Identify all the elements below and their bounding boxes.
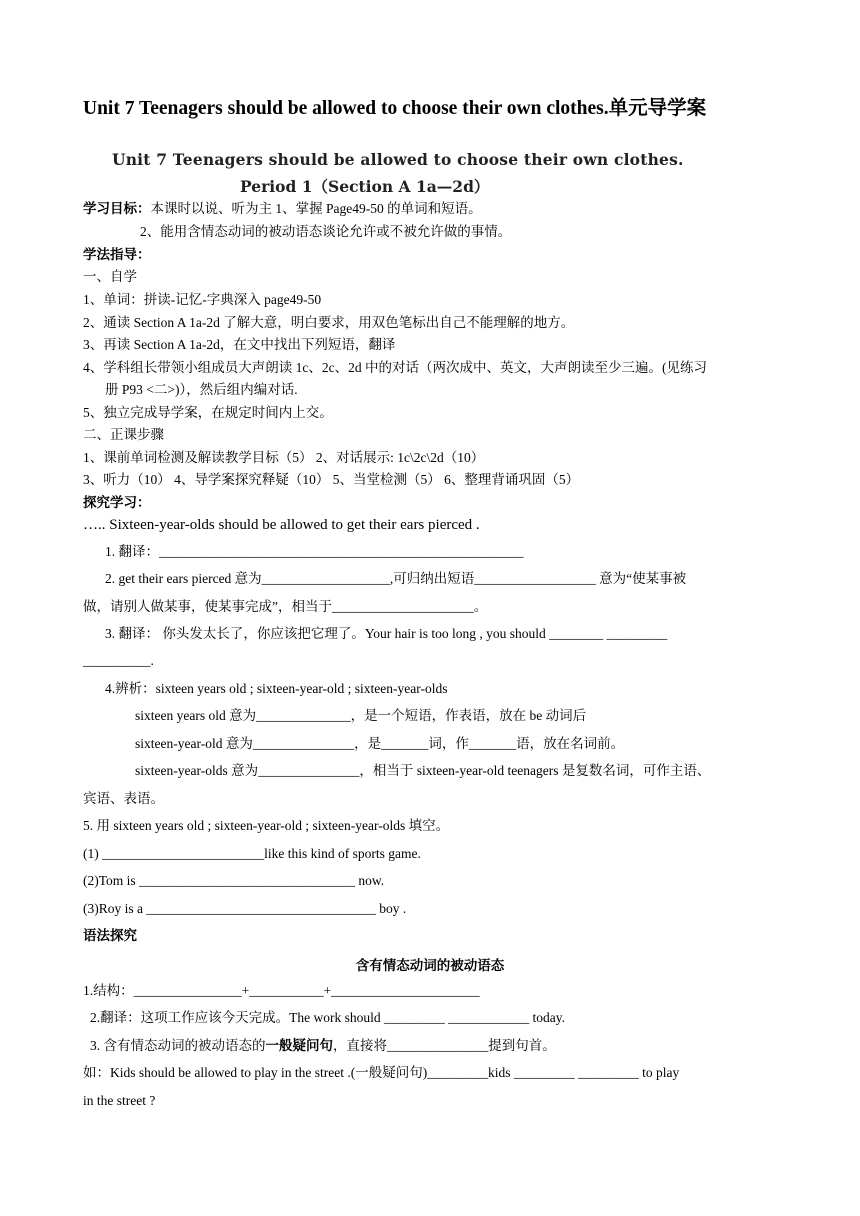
question-4d: 宾语、表语。 (83, 791, 164, 806)
self-study-heading: 一、自学 (83, 269, 137, 284)
goal-label: 学习目标： (83, 201, 151, 216)
self-step-4b: 册 P93 <二>)），然后组内编对话. (105, 382, 298, 397)
key-sentence: ….. Sixteen-year-olds should be allowed to get their ears pierced . (83, 517, 480, 533)
self-step-1: 1、单词：拼读-记忆-字典深入 page49-50 (83, 292, 322, 307)
fill-3: (3)Roy is a __________________________________ boy . (83, 901, 407, 916)
goal-text: 本课时以说、听为主 1、掌握 Page49-50 的单词和短语。 (150, 201, 482, 216)
fill-2: (2)Tom is ________________________________ now. (83, 873, 385, 888)
grammar-2: 2.翻译：这项工作应该今天完成。The work should _________ ____________ today. (90, 1010, 565, 1025)
section-image-period: Period 1（Section A 1a—2d） (240, 177, 490, 196)
explore-label: 探究学习： (83, 495, 151, 510)
grammar-4a: 如：Kids should be allowed to play in the street .(一般疑问句)_________kids _________ _________ to play (83, 1065, 680, 1080)
lesson-steps-2: 3、听力（10） 4、导学案探究释疑（10） 5、当堂检测（5） 6、整理背诵巩固（5） (83, 472, 580, 487)
question-4b: sixteen-year-old 意为_______________，是_______词，作_______语，放在名词前。 (135, 736, 625, 751)
question-3b: __________. (83, 653, 154, 668)
question-4c: sixteen-year-olds 意为_______________，相当于 sixteen-year-old teenagers 是复数名词，可作主语、 (135, 763, 711, 778)
grammar-3 (90, 1037, 556, 1055)
self-step-2: 2、通读 Section A 1a-2d 了解大意，明白要求，用双色笔标出自己不能理解的地方。 (83, 315, 575, 330)
self-step-5: 5、独立完成导学案，在规定时间内上交。 (83, 405, 333, 420)
lesson-steps-1: 1、课前单词检测及解读教学目标（5） 2、对话展示: 1c\2c\2d（10） (83, 450, 485, 465)
question-2b: 做，请别人做某事，使某事完成”，相当于_____________________。 (83, 599, 488, 614)
grammar-label: 语法探究 (83, 928, 137, 943)
question-4: 4.辨析：sixteen years old ; sixteen-year-old ; sixteen-year-olds (105, 681, 448, 696)
grammar-3-pre: 3. 含有情态动词的被动语态的 (90, 1038, 266, 1053)
question-4a: sixteen years old 意为______________，是一个短语，作表语，放在 be 动词后 (135, 708, 587, 723)
grammar-3-bold: 一般疑问句 (265, 1038, 333, 1053)
grammar-4b: in the street ? (83, 1093, 156, 1108)
section-image-title: Unit 7 Teenagers should be allowed to choose their own clothes. (112, 150, 684, 169)
goal-2: 2、能用含情态动词的被动语态谈论允许或不被允许做的事情。 (140, 224, 512, 239)
document-title: Unit 7 Teenagers should be allowed to choose their own clothes.单元导学案 (83, 98, 707, 119)
question-1: 1. 翻译：______________________________________________________ (105, 544, 524, 559)
self-step-4a: 4、学科组长带领小组成员大声朗读 1c、2c、2d 中的对话（两次成中、英文，大声朗读至少三遍。(见练习 (83, 360, 707, 375)
grammar-1: 1.结构：________________+___________+______________________ (83, 983, 480, 998)
goal-line (83, 200, 482, 218)
lesson-steps-heading: 二、正课步骤 (83, 427, 164, 442)
grammar-title: 含有情态动词的被动语态 (355, 958, 505, 973)
question-2a: 2. get their ears pierced 意为___________________,可归纳出短语__________________ 意为“使某事被 (105, 571, 687, 586)
question-5: 5. 用 sixteen years old ; sixteen-year-old ; sixteen-year-olds 填空。 (83, 818, 450, 833)
grammar-3-post: ，直接将_______________提到句首。 (333, 1038, 556, 1053)
self-step-3: 3、再读 Section A 1a-2d，在文中找出下列短语，翻译 (83, 337, 396, 352)
method-label: 学法指导： (83, 247, 151, 262)
fill-1: (1) ________________________like this kind of sports game. (83, 846, 421, 861)
question-3a: 3. 翻译： 你头发太长了，你应该把它理了。Your hair is too long , you should ________ _________ (105, 626, 668, 641)
